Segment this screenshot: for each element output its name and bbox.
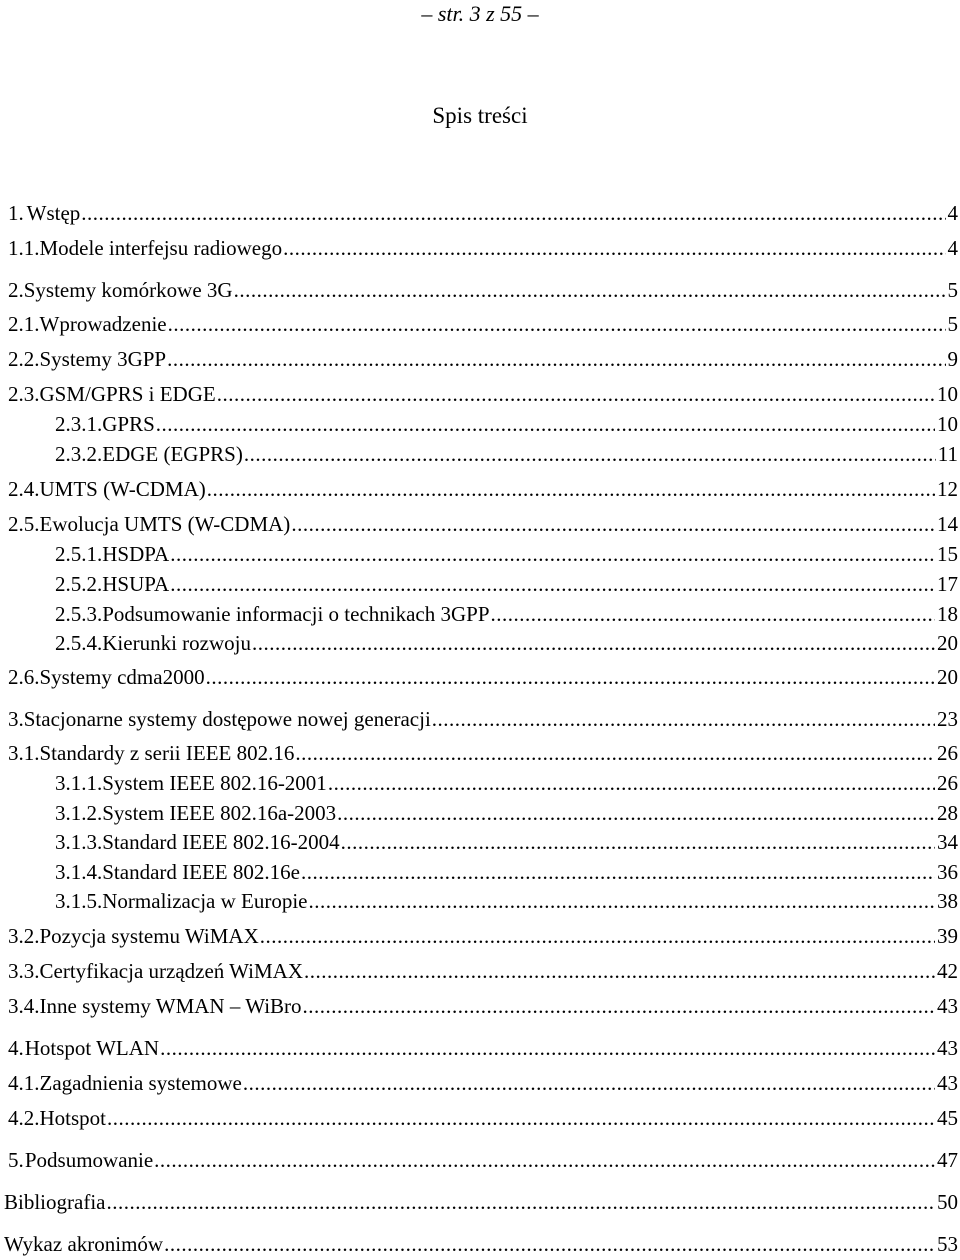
toc-number: 2.5. bbox=[8, 512, 40, 536]
toc-entry[interactable] bbox=[8, 235, 958, 261]
toc-entry[interactable] bbox=[8, 381, 958, 407]
toc-page: 43 bbox=[937, 1071, 958, 1095]
toc-page: 4 bbox=[947, 201, 958, 225]
toc-entry[interactable] bbox=[8, 346, 958, 372]
toc-page: 39 bbox=[937, 924, 958, 948]
toc-title: Hotspot bbox=[39, 1106, 107, 1130]
toc-number: 2.3. bbox=[8, 382, 40, 406]
toc-entry[interactable] bbox=[8, 706, 958, 732]
toc-title: Stacjonarne systemy dostępowe nowej generacji bbox=[23, 707, 431, 731]
toc-leader bbox=[244, 441, 936, 467]
toc-entry[interactable] bbox=[55, 601, 958, 627]
toc-title: Pozycja systemu WiMAX bbox=[39, 924, 259, 948]
toc-leader bbox=[81, 200, 945, 226]
toc-number: 2.2. bbox=[8, 347, 40, 371]
toc-page: 23 bbox=[937, 707, 958, 731]
toc-title: Systemy 3GPP bbox=[39, 347, 167, 371]
toc-page: 12 bbox=[937, 477, 958, 501]
toc-page: 43 bbox=[937, 1036, 958, 1060]
toc-leader bbox=[295, 740, 935, 766]
toc-number: 3.1. bbox=[8, 741, 40, 765]
toc-page: 47 bbox=[937, 1148, 958, 1172]
toc-page: 14 bbox=[937, 512, 958, 536]
toc-leader bbox=[154, 1147, 935, 1173]
toc-leader bbox=[107, 1105, 935, 1131]
toc-title: Wprowadzenie bbox=[39, 312, 167, 336]
toc-title: Wstęp bbox=[26, 201, 81, 225]
toc-entry[interactable] bbox=[8, 1147, 958, 1173]
toc-title: Inne systemy WMAN – WiBro bbox=[39, 994, 302, 1018]
toc-number: 2.3.2. bbox=[55, 442, 103, 466]
toc-number: 2.1. bbox=[8, 312, 40, 336]
toc-entry[interactable] bbox=[55, 630, 958, 656]
toc-page: 45 bbox=[937, 1106, 958, 1130]
toc-entry[interactable] bbox=[8, 200, 958, 226]
toc-entry[interactable] bbox=[8, 476, 958, 502]
toc-entry[interactable] bbox=[8, 958, 958, 984]
toc-leader bbox=[252, 630, 935, 656]
toc-page: 38 bbox=[937, 889, 958, 913]
toc-title: System IEEE 802.16-2001 bbox=[102, 771, 327, 795]
toc-leader bbox=[170, 571, 935, 597]
toc-entry[interactable] bbox=[8, 277, 958, 303]
toc-entry[interactable] bbox=[8, 664, 958, 690]
toc-title: Standard IEEE 802.16e bbox=[102, 860, 300, 884]
toc-page: 42 bbox=[937, 959, 958, 983]
toc-title: Systemy cdma2000 bbox=[39, 665, 205, 689]
toc-leader bbox=[291, 511, 935, 537]
toc-leader bbox=[234, 277, 946, 303]
toc-number: 3.4. bbox=[8, 994, 40, 1018]
toc-title: Zagadnienia systemowe bbox=[39, 1071, 242, 1095]
toc-entry[interactable] bbox=[55, 859, 958, 885]
toc-page: 18 bbox=[937, 602, 958, 626]
toc-title: GSM/GPRS i EDGE bbox=[39, 382, 216, 406]
toc-title: GPRS bbox=[102, 412, 155, 436]
toc-title: Certyfikacja urządzeń WiMAX bbox=[39, 959, 303, 983]
toc-page: 20 bbox=[937, 631, 958, 655]
toc-leader bbox=[207, 476, 935, 502]
toc-leader bbox=[217, 381, 935, 407]
toc-entry[interactable] bbox=[8, 311, 958, 337]
toc-number: 2.5.1. bbox=[55, 542, 103, 566]
toc-entry[interactable] bbox=[8, 511, 958, 537]
toc-page: 5 bbox=[947, 278, 958, 302]
toc-number: 3.3. bbox=[8, 959, 40, 983]
toc-title: Bibliografia bbox=[4, 1190, 106, 1214]
toc-leader bbox=[167, 346, 945, 372]
toc-title: UMTS (W-CDMA) bbox=[39, 477, 206, 501]
toc-number: 3.2. bbox=[8, 924, 40, 948]
toc-page: 5 bbox=[947, 312, 958, 336]
toc-entry[interactable] bbox=[8, 1070, 958, 1096]
toc-title: System IEEE 802.16a-2003 bbox=[102, 801, 337, 825]
toc-entry[interactable] bbox=[8, 1105, 958, 1131]
toc-title: Kierunki rozwoju bbox=[102, 631, 251, 655]
toc-page: 17 bbox=[937, 572, 958, 596]
toc-page: 43 bbox=[937, 994, 958, 1018]
toc-page: 36 bbox=[937, 860, 958, 884]
toc-page: 15 bbox=[937, 542, 958, 566]
toc-entry[interactable] bbox=[55, 571, 958, 597]
toc-leader bbox=[432, 706, 935, 732]
toc-leader bbox=[156, 411, 935, 437]
toc-leader bbox=[164, 1231, 935, 1257]
toc-title: Podsumowanie informacji o technikach 3GPP bbox=[102, 602, 490, 626]
toc-number: 2. bbox=[8, 278, 24, 302]
toc-page: 9 bbox=[947, 347, 958, 371]
toc-title: Ewolucja UMTS (W-CDMA) bbox=[39, 512, 291, 536]
toc-number: 2.4. bbox=[8, 477, 40, 501]
toc-number: 4.1. bbox=[8, 1071, 40, 1095]
toc-leader bbox=[243, 1070, 935, 1096]
toc-leader bbox=[206, 664, 935, 690]
toc-leader bbox=[304, 958, 935, 984]
toc-leader bbox=[341, 829, 935, 855]
toc-page: 26 bbox=[937, 771, 958, 795]
toc-leader bbox=[301, 859, 935, 885]
running-header: – str. 3 z 55 – bbox=[421, 1, 539, 26]
toc-page: 28 bbox=[937, 801, 958, 825]
toc-entry[interactable] bbox=[55, 411, 958, 437]
toc-page: 10 bbox=[937, 412, 958, 436]
toc-leader bbox=[309, 888, 936, 914]
toc-entry[interactable] bbox=[55, 800, 958, 826]
toc-page: 26 bbox=[937, 741, 958, 765]
toc-page: 11 bbox=[937, 442, 958, 466]
toc-page: 10 bbox=[937, 382, 958, 406]
toc-title: Standard IEEE 802.16-2004 bbox=[102, 830, 340, 854]
toc-number: 3.1.3. bbox=[55, 830, 103, 854]
toc-leader bbox=[283, 235, 945, 261]
toc-entry[interactable] bbox=[55, 541, 958, 567]
toc-page: 50 bbox=[937, 1190, 958, 1214]
toc-entry[interactable] bbox=[55, 770, 958, 796]
toc-number: 1. bbox=[8, 201, 24, 225]
toc-entry[interactable] bbox=[55, 829, 958, 855]
toc-page: 34 bbox=[937, 830, 958, 854]
toc-number: 2.5.4. bbox=[55, 631, 103, 655]
toc-number: 2.6. bbox=[8, 665, 40, 689]
toc-page: 20 bbox=[937, 665, 958, 689]
toc-title: Podsumowanie bbox=[24, 1148, 154, 1172]
toc-entry[interactable] bbox=[4, 1189, 958, 1215]
toc-leader bbox=[260, 923, 935, 949]
toc-number: 3.1.4. bbox=[55, 860, 103, 884]
toc-number: 2.5.3. bbox=[55, 602, 103, 626]
toc-entry[interactable] bbox=[55, 441, 958, 467]
toc-number: 3.1.5. bbox=[55, 889, 103, 913]
toc-title: Wykaz akronimów bbox=[4, 1232, 164, 1256]
toc-title: Standardy z serii IEEE 802.16 bbox=[39, 741, 295, 765]
toc-number: 3.1.2. bbox=[55, 801, 103, 825]
toc-title: Systemy komórkowe 3G bbox=[23, 278, 233, 302]
toc-entry[interactable] bbox=[55, 888, 958, 914]
toc-title: EDGE (EGPRS) bbox=[102, 442, 243, 466]
toc-entry[interactable] bbox=[4, 1231, 958, 1257]
toc-number: 4. bbox=[8, 1036, 24, 1060]
toc-leader bbox=[170, 541, 935, 567]
toc-leader bbox=[106, 1189, 935, 1215]
toc-page: 4 bbox=[947, 236, 958, 260]
toc-title: Modele interfejsu radiowego bbox=[39, 236, 283, 260]
toc-entry[interactable] bbox=[8, 740, 958, 766]
toc-entry[interactable] bbox=[8, 923, 958, 949]
toc-leader bbox=[328, 770, 935, 796]
toc-number: 4.2. bbox=[8, 1106, 40, 1130]
toc-title: Normalizacja w Europie bbox=[102, 889, 308, 913]
toc-leader bbox=[337, 800, 935, 826]
toc-title: HSUPA bbox=[102, 572, 170, 596]
toc-leader bbox=[160, 1035, 935, 1061]
toc-number: 5. bbox=[8, 1148, 24, 1172]
toc-page: 53 bbox=[937, 1232, 958, 1256]
toc-number: 3. bbox=[8, 707, 24, 731]
toc-leader bbox=[491, 601, 935, 627]
toc-title: Hotspot WLAN bbox=[24, 1036, 160, 1060]
toc-entry[interactable] bbox=[8, 993, 958, 1019]
toc-number: 2.3.1. bbox=[55, 412, 103, 436]
toc-number: 3.1.1. bbox=[55, 771, 103, 795]
toc-number: 2.5.2. bbox=[55, 572, 103, 596]
page-title: Spis treści bbox=[432, 103, 528, 128]
toc-entry[interactable] bbox=[8, 1035, 958, 1061]
toc-leader bbox=[168, 311, 946, 337]
toc-leader bbox=[303, 993, 935, 1019]
toc-title: HSDPA bbox=[102, 542, 170, 566]
toc-number: 1.1. bbox=[8, 236, 40, 260]
